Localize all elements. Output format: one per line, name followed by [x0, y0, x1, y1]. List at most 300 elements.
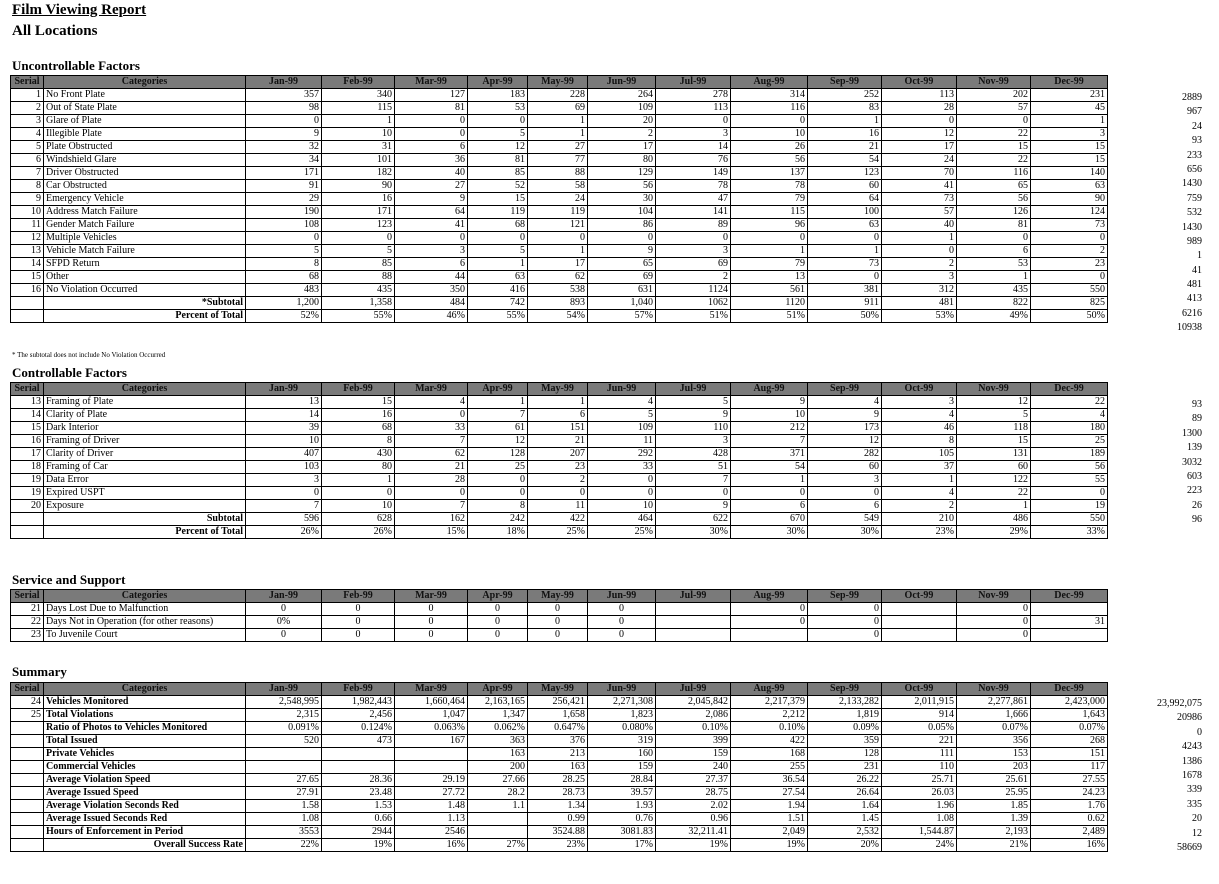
row-total: 4243	[1182, 741, 1202, 753]
category-cell: Average Issued Seconds Red	[44, 813, 246, 826]
value-cell: 17	[588, 141, 656, 154]
value-cell: 3	[1031, 128, 1108, 141]
value-cell: 28.36	[322, 774, 395, 787]
value-cell: 163	[528, 761, 588, 774]
category-cell: Windshield Glare	[44, 154, 246, 167]
value-cell: 7	[246, 500, 322, 513]
value-cell: 3081.83	[588, 826, 656, 839]
value-cell: 140	[1031, 167, 1108, 180]
value-cell	[395, 748, 468, 761]
value-cell: 123	[322, 219, 395, 232]
value-cell: 110	[882, 761, 957, 774]
value-cell: 0	[468, 603, 528, 616]
value-cell: 0	[528, 232, 588, 245]
value-cell: 44	[395, 271, 468, 284]
uncontrollable-totals	[1130, 91, 1202, 336]
value-cell: 64	[808, 193, 882, 206]
serial-cell	[11, 787, 44, 800]
value-cell: 231	[808, 761, 882, 774]
col-categories-header: Categories	[44, 590, 246, 603]
row-total: 759	[1187, 192, 1202, 204]
serial-cell	[11, 813, 44, 826]
value-cell: 0.07%	[957, 722, 1031, 735]
value-cell: 79	[731, 258, 808, 271]
serial-cell: 15	[11, 422, 44, 435]
value-cell: 213	[528, 748, 588, 761]
value-cell: 473	[322, 735, 395, 748]
value-cell: 0	[731, 603, 808, 616]
value-cell: 14	[656, 141, 731, 154]
value-cell: 111	[882, 748, 957, 761]
col-month-header: Nov-99	[957, 590, 1031, 603]
row-total: 233	[1187, 149, 1202, 161]
value-cell: 0	[468, 487, 528, 500]
serial-cell	[11, 761, 44, 774]
value-cell: 0	[808, 603, 882, 616]
col-month-header: Sep-99	[808, 590, 882, 603]
value-cell: 96	[731, 219, 808, 232]
serial-cell	[11, 748, 44, 761]
value-cell: 182	[322, 167, 395, 180]
value-cell: 0	[957, 629, 1031, 642]
value-cell: 18%	[468, 526, 528, 539]
value-cell	[882, 629, 957, 642]
value-cell: 9	[808, 409, 882, 422]
value-cell: 221	[882, 735, 957, 748]
value-cell: 430	[322, 448, 395, 461]
value-cell: 60	[957, 461, 1031, 474]
value-cell: 1.13	[395, 813, 468, 826]
value-cell: 27.91	[246, 787, 322, 800]
value-cell: 115	[731, 206, 808, 219]
value-cell: 207	[528, 448, 588, 461]
value-cell: 0.96	[656, 813, 731, 826]
value-cell: 5	[468, 245, 528, 258]
value-cell: 27%	[468, 839, 528, 852]
col-month-header: Nov-99	[957, 683, 1031, 696]
value-cell: 121	[528, 219, 588, 232]
value-cell: 30%	[808, 526, 882, 539]
value-cell: 79	[731, 193, 808, 206]
value-cell: 1.1	[468, 800, 528, 813]
value-cell: 0.10%	[731, 722, 808, 735]
value-cell: 77	[528, 154, 588, 167]
value-cell: 173	[808, 422, 882, 435]
value-cell	[246, 761, 322, 774]
value-cell: 1,040	[588, 297, 656, 310]
value-cell: 1,358	[322, 297, 395, 310]
value-cell: 56	[731, 154, 808, 167]
value-cell: 109	[588, 102, 656, 115]
value-cell: 24.23	[1031, 787, 1108, 800]
value-cell: 256,421	[528, 696, 588, 709]
value-cell: 105	[882, 448, 957, 461]
value-cell: 131	[957, 448, 1031, 461]
value-cell: 23	[528, 461, 588, 474]
value-cell	[246, 748, 322, 761]
serial-cell: 12	[11, 232, 44, 245]
table-row	[11, 709, 1108, 722]
category-cell: Average Violation Speed	[44, 774, 246, 787]
col-month-header: Aug-99	[731, 590, 808, 603]
value-cell: 1.96	[882, 800, 957, 813]
serial-cell: 1	[11, 89, 44, 102]
value-cell: 78	[731, 180, 808, 193]
col-month-header: Dec-99	[1031, 383, 1108, 396]
value-cell: 10	[731, 128, 808, 141]
row-total: 20986	[1177, 712, 1202, 724]
value-cell: 103	[246, 461, 322, 474]
value-cell: 117	[1031, 761, 1108, 774]
value-cell: 202	[957, 89, 1031, 102]
value-cell: 21	[528, 435, 588, 448]
category-cell: Total Violations	[44, 709, 246, 722]
value-cell: 3	[882, 396, 957, 409]
col-month-header: Jul-99	[656, 76, 731, 89]
col-month-header: Dec-99	[1031, 683, 1108, 696]
value-cell: 0.07%	[1031, 722, 1108, 735]
category-cell: Hours of Enforcement in Period	[44, 826, 246, 839]
col-month-header: Mar-99	[395, 76, 468, 89]
value-cell: 9	[656, 500, 731, 513]
value-cell: 15	[957, 435, 1031, 448]
row-total: 12	[1192, 827, 1202, 839]
value-cell: 3	[395, 245, 468, 258]
col-month-header: Jan-99	[246, 590, 322, 603]
value-cell: 363	[468, 735, 528, 748]
value-cell: 0	[468, 629, 528, 642]
value-cell: 190	[246, 206, 322, 219]
value-cell: 1	[731, 245, 808, 258]
value-cell: 159	[656, 748, 731, 761]
value-cell: 22	[957, 128, 1031, 141]
col-month-header: Nov-99	[957, 383, 1031, 396]
value-cell: 118	[957, 422, 1031, 435]
col-month-header: Aug-99	[731, 683, 808, 696]
col-month-header: Mar-99	[395, 383, 468, 396]
value-cell: 2.02	[656, 800, 731, 813]
controllable-totals	[1130, 398, 1202, 528]
value-cell: 7	[656, 474, 731, 487]
col-month-header: Aug-99	[731, 383, 808, 396]
col-month-header: Jun-99	[588, 76, 656, 89]
table-row	[11, 616, 1108, 629]
row-total: 89	[1192, 413, 1202, 425]
table-row	[11, 787, 1108, 800]
value-cell: 54	[808, 154, 882, 167]
value-cell: 2,489	[1031, 826, 1108, 839]
value-cell: 28	[882, 102, 957, 115]
value-cell: 0	[808, 629, 882, 642]
col-month-header: May-99	[528, 683, 588, 696]
row-total: 2889	[1182, 92, 1202, 103]
value-cell: 6	[528, 409, 588, 422]
value-cell: 631	[588, 284, 656, 297]
value-cell: 55	[1031, 474, 1108, 487]
serial-cell: 24	[11, 696, 44, 709]
serial-cell: 17	[11, 448, 44, 461]
col-month-header: Jun-99	[588, 590, 656, 603]
value-cell: 0.080%	[588, 722, 656, 735]
value-cell: 32	[246, 141, 322, 154]
value-cell: 6	[395, 258, 468, 271]
value-cell: 1	[528, 396, 588, 409]
summary-table	[10, 682, 1108, 852]
value-cell: 1,658	[528, 709, 588, 722]
value-cell: 116	[731, 102, 808, 115]
row-total: 335	[1187, 798, 1202, 810]
value-cell: 7	[395, 435, 468, 448]
value-cell: 0	[528, 616, 588, 629]
value-cell: 2,133,282	[808, 696, 882, 709]
controllable-table	[10, 382, 1108, 539]
value-cell: 30%	[731, 526, 808, 539]
value-cell: 550	[1031, 284, 1108, 297]
value-cell: 914	[882, 709, 957, 722]
serial-cell: 6	[11, 154, 44, 167]
value-cell: 1.34	[528, 800, 588, 813]
value-cell: 0	[808, 271, 882, 284]
value-cell: 25%	[588, 526, 656, 539]
row-total: 339	[1187, 784, 1202, 796]
value-cell: 58	[528, 180, 588, 193]
table-row	[11, 813, 1108, 826]
value-cell: 0.10%	[656, 722, 731, 735]
value-cell: 51%	[731, 310, 808, 323]
uncontrollable-heading: Uncontrollable Factors	[12, 58, 140, 73]
row-total: 96	[1192, 514, 1202, 526]
value-cell: 31	[322, 141, 395, 154]
value-cell: 0	[731, 616, 808, 629]
value-cell: 561	[731, 284, 808, 297]
value-cell: 0.09%	[808, 722, 882, 735]
table-row	[11, 761, 1108, 774]
serial-cell: 4	[11, 128, 44, 141]
value-cell: 78	[656, 180, 731, 193]
value-cell: 24	[882, 154, 957, 167]
value-cell: 0	[957, 115, 1031, 128]
value-cell: 1.08	[246, 813, 322, 826]
value-cell: 163	[468, 748, 528, 761]
value-cell: 54%	[528, 310, 588, 323]
value-cell: 1.53	[322, 800, 395, 813]
value-cell	[731, 629, 808, 642]
value-cell: 27	[528, 141, 588, 154]
value-cell	[656, 629, 731, 642]
value-cell: 23%	[528, 839, 588, 852]
value-cell: 57	[957, 102, 1031, 115]
col-month-header: Oct-99	[882, 590, 957, 603]
value-cell: 4	[395, 396, 468, 409]
serial-cell: 25	[11, 709, 44, 722]
value-cell: 113	[882, 89, 957, 102]
value-cell: 124	[1031, 206, 1108, 219]
col-month-header: Oct-99	[882, 383, 957, 396]
value-cell: 109	[588, 422, 656, 435]
col-month-header: Sep-99	[808, 76, 882, 89]
value-cell	[468, 826, 528, 839]
value-cell: 15	[468, 193, 528, 206]
blank-cell	[11, 526, 44, 539]
value-cell: 1,200	[246, 297, 322, 310]
value-cell: 1	[1031, 115, 1108, 128]
value-cell: 167	[395, 735, 468, 748]
value-cell: 46	[882, 422, 957, 435]
value-cell: 8	[468, 500, 528, 513]
col-month-header: Jun-99	[588, 383, 656, 396]
value-cell: 1	[808, 115, 882, 128]
table-row	[11, 154, 1108, 167]
value-cell: 1	[731, 474, 808, 487]
value-cell: 16	[808, 128, 882, 141]
value-cell: 0	[246, 603, 322, 616]
value-cell: 210	[882, 513, 957, 526]
table-row	[11, 271, 1108, 284]
value-cell: 25.71	[882, 774, 957, 787]
col-month-header: Jun-99	[588, 683, 656, 696]
value-cell: 0	[322, 616, 395, 629]
value-cell: 0	[731, 487, 808, 500]
serial-cell: 9	[11, 193, 44, 206]
table-row	[11, 193, 1108, 206]
table-row	[11, 115, 1108, 128]
success-row	[11, 839, 1108, 852]
value-cell: 29.19	[395, 774, 468, 787]
value-cell: 2,086	[656, 709, 731, 722]
subtotal-row	[11, 513, 1108, 526]
row-total: 989	[1187, 235, 1202, 247]
table-row	[11, 448, 1108, 461]
value-cell: 10	[731, 409, 808, 422]
value-cell: 670	[731, 513, 808, 526]
value-cell: 51%	[656, 310, 731, 323]
value-cell: 16	[322, 193, 395, 206]
serial-cell: 7	[11, 167, 44, 180]
value-cell: 27.72	[395, 787, 468, 800]
value-cell: 64	[395, 206, 468, 219]
row-total: 20	[1192, 813, 1202, 825]
col-month-header: May-99	[528, 76, 588, 89]
value-cell	[322, 761, 395, 774]
category-cell: Expired USPT	[44, 487, 246, 500]
table-row	[11, 284, 1108, 297]
value-cell: 435	[322, 284, 395, 297]
table-row	[11, 722, 1108, 735]
value-cell: 0	[808, 232, 882, 245]
row-total: 1430	[1182, 221, 1202, 233]
row-total: 481	[1187, 279, 1202, 291]
value-cell: 171	[322, 206, 395, 219]
value-cell: 27.65	[246, 774, 322, 787]
value-cell: 12	[468, 141, 528, 154]
value-cell: 28.84	[588, 774, 656, 787]
percent-row-label: Percent of Total	[44, 526, 246, 539]
value-cell: 203	[957, 761, 1031, 774]
value-cell: 2,163,165	[468, 696, 528, 709]
category-cell: Address Match Failure	[44, 206, 246, 219]
value-cell: 27.54	[731, 787, 808, 800]
value-cell: 255	[731, 761, 808, 774]
value-cell	[882, 616, 957, 629]
value-cell: 5	[957, 409, 1031, 422]
value-cell: 399	[656, 735, 731, 748]
subtotal-row	[11, 297, 1108, 310]
value-cell: 6	[395, 141, 468, 154]
value-cell: 39.57	[588, 787, 656, 800]
value-cell: 4	[588, 396, 656, 409]
value-cell: 0	[656, 232, 731, 245]
value-cell: 550	[1031, 513, 1108, 526]
value-cell: 126	[957, 206, 1031, 219]
value-cell: 10	[246, 435, 322, 448]
value-cell: 27	[395, 180, 468, 193]
blank-cell	[11, 839, 44, 852]
col-month-header: Sep-99	[808, 683, 882, 696]
table-row	[11, 422, 1108, 435]
value-cell: 128	[468, 448, 528, 461]
value-cell: 0	[731, 115, 808, 128]
value-cell: 33	[395, 422, 468, 435]
value-cell: 69	[528, 102, 588, 115]
value-cell: 128	[808, 748, 882, 761]
value-cell: 101	[322, 154, 395, 167]
value-cell: 0.647%	[528, 722, 588, 735]
value-cell: 17	[882, 141, 957, 154]
value-cell: 65	[957, 180, 1031, 193]
value-cell: 2	[656, 271, 731, 284]
value-cell: 12	[882, 128, 957, 141]
value-cell: 0	[882, 115, 957, 128]
col-month-header: Oct-99	[882, 683, 957, 696]
value-cell: 20%	[808, 839, 882, 852]
value-cell: 0.124%	[322, 722, 395, 735]
value-cell: 0	[395, 629, 468, 642]
value-cell: 435	[957, 284, 1031, 297]
value-cell: 1,823	[588, 709, 656, 722]
row-total: 967	[1187, 106, 1202, 118]
value-cell: 137	[731, 167, 808, 180]
row-total: 1386	[1182, 755, 1202, 767]
summary-heading: Summary	[12, 664, 67, 679]
summary-totals	[1130, 697, 1202, 855]
value-cell: 9	[395, 193, 468, 206]
value-cell: 171	[246, 167, 322, 180]
value-cell: 8	[246, 258, 322, 271]
value-cell: 26.64	[808, 787, 882, 800]
value-cell: 15	[1031, 154, 1108, 167]
table-row	[11, 696, 1108, 709]
value-cell: 23.48	[322, 787, 395, 800]
value-cell: 8	[322, 435, 395, 448]
serial-cell	[11, 735, 44, 748]
value-cell: 3	[656, 435, 731, 448]
value-cell: 21	[395, 461, 468, 474]
col-categories-header: Categories	[44, 76, 246, 89]
value-cell: 17	[528, 258, 588, 271]
value-cell: 0	[588, 603, 656, 616]
value-cell: 22%	[246, 839, 322, 852]
value-cell: 51	[656, 461, 731, 474]
value-cell: 10	[322, 128, 395, 141]
value-cell: 0	[468, 115, 528, 128]
col-month-header: Feb-99	[322, 383, 395, 396]
value-cell: 381	[808, 284, 882, 297]
value-cell: 825	[1031, 297, 1108, 310]
value-cell: 15	[322, 396, 395, 409]
value-cell: 0.05%	[882, 722, 957, 735]
value-cell: 9	[246, 128, 322, 141]
subtotal-total: 10938	[1177, 322, 1202, 334]
